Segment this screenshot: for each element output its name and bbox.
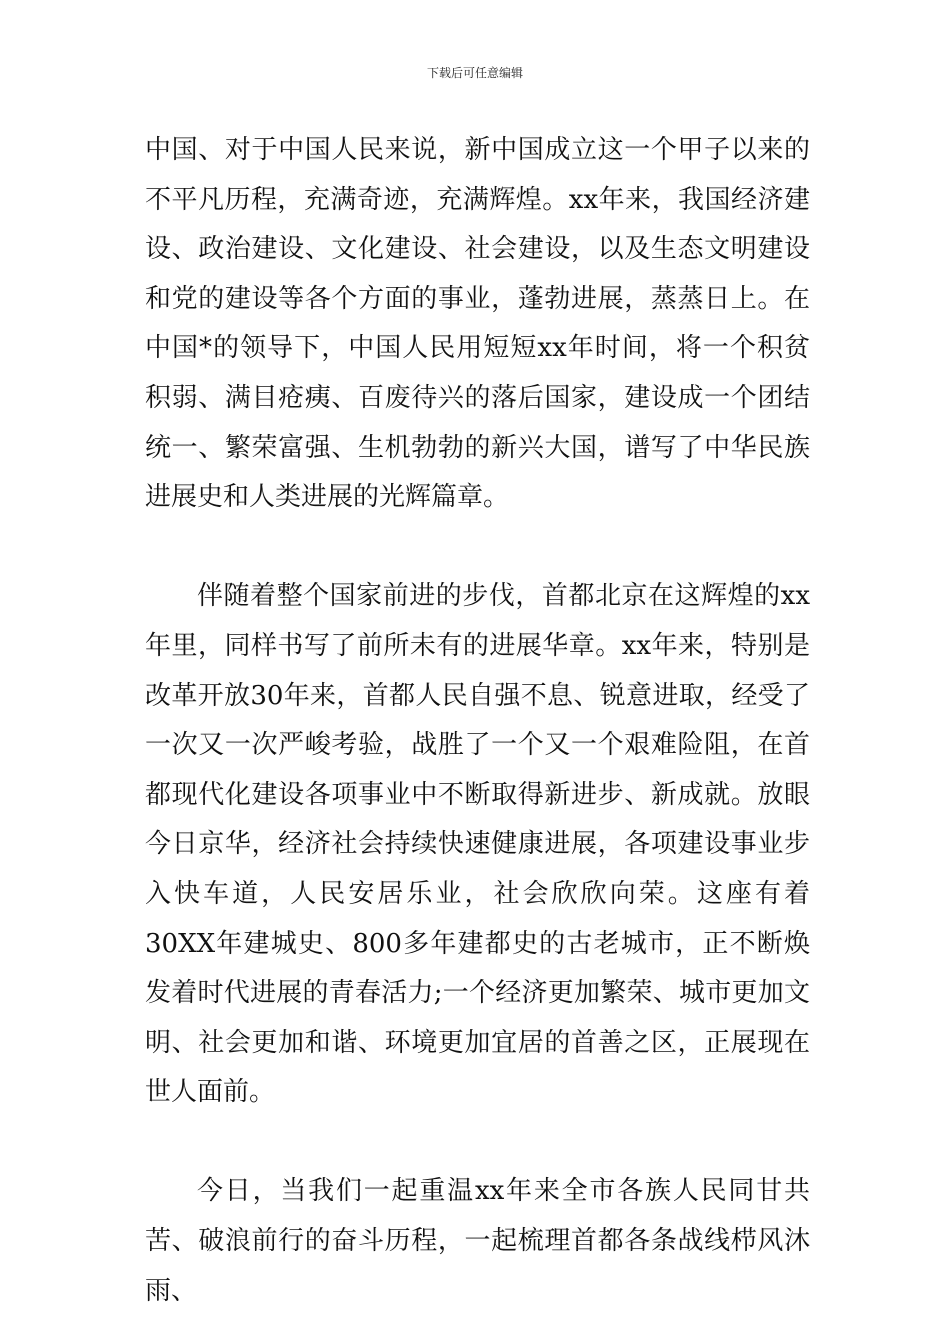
paragraph-2: 伴随着整个国家前进的步伐，首都北京在这辉煌的xx年里，同样书写了前所未有的进展华章。xx年来，特别是改革开放30年来，首都人民自强不息、锐意进取，经受了一次又一次严峻考验，战胜了一个又一个艰难险阻，在首都现代化建设各项事业中不断取得新进步、新成就。放眼今日京华，经济社会持续快速健康进展，各项建设事业步入快车道，人民安居乐业，社会欣欣向荣。这座有着30XX年建城史、800多年建都史的古老城市，正不断焕发着时代进展的青春活力;一个经济更加繁荣、城市更加文明、社会更加和谐、环境更加宜居的首善之区，正展现在世人面前。: [145, 581, 810, 1108]
page-header: 下载后可任意编辑: [426, 66, 523, 80]
document-body: [145, 126, 810, 1316]
paragraph-spacer: [145, 523, 810, 573]
paragraph-spacer: [145, 1118, 810, 1168]
paragraph-1: 中国、对于中国人民来说，新中国成立这一个甲子以来的不平凡历程，充满奇迹，充满辉煌。xx年来，我国经济建设、政治建设、文化建设、社会建设，以及生态文明建设和党的建设等各个方面的事业，蓬勃进展，蒸蒸日上。在中国*的领导下，中国人民用短短xx年时间，将一个积贫积弱、满目疮痍、百废待兴的落后国家，建设成一个团结统一、繁荣富强、生机勃勃的新兴大国，谱写了中华民族进展史和人类进展的光辉篇章。: [145, 135, 810, 513]
paragraph-3: 今日，当我们一起重温xx年来全市各族人民同甘共苦、破浪前行的奋斗历程，一起梳理首都各条战线栉风沐雨、: [145, 1176, 810, 1306]
